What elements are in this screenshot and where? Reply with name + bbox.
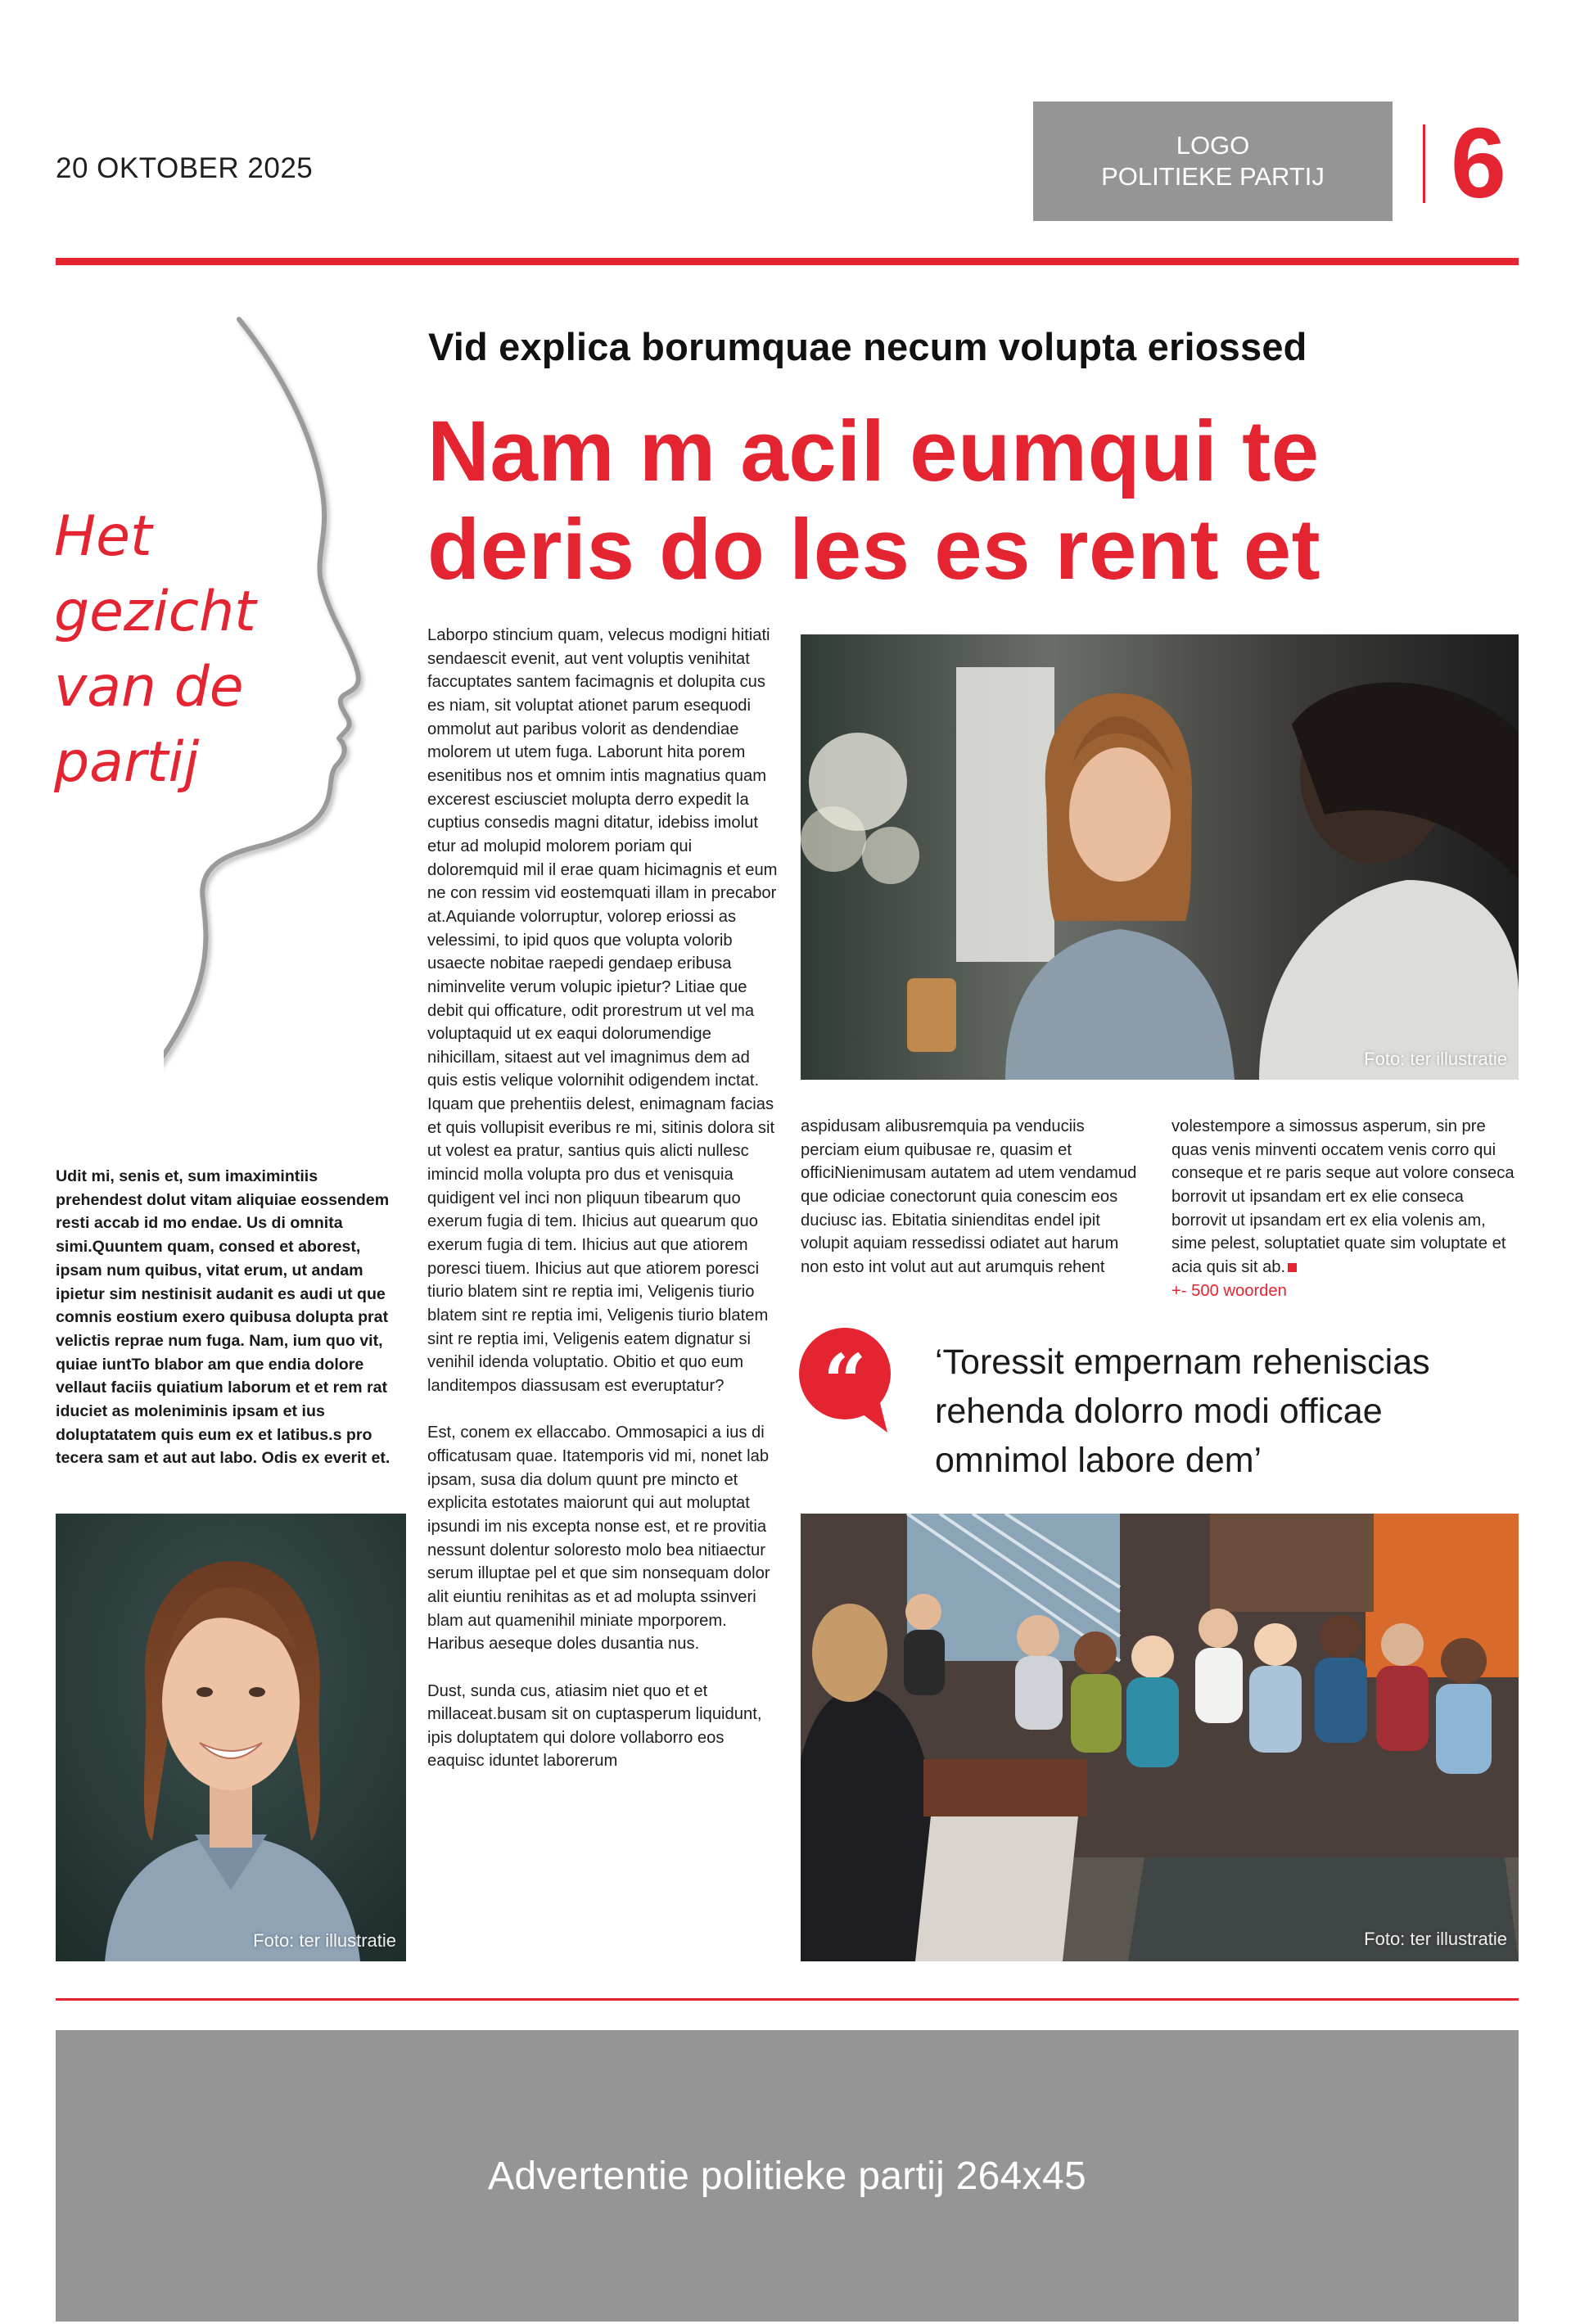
article-column-1 — [427, 624, 784, 1797]
article-paragraph: Est, conem ex ellaccabo. Ommosapici a ius di officatusam quae. Itatemporis vid mi, nonet lab ipsam, susa dia dolum quunt pre mincto et explicita estotates maiorunt qui aut moluptat ipsundi im nis excepta nonse est, et re provitia nessunt dolentur soloresto molo bea nitiaectur serum illuptae pel et que sim nonsequam dolor alit eiuntiu renihitas as et ad molupta ssinveri blam aut quamenihil miniate mporporem. Haribus aeseque doles dusantia nus. — [427, 1424, 770, 1654]
meeting-photo-caption: Foto: ter illustratie — [1364, 1049, 1507, 1069]
svg-text:“: “ — [823, 1338, 867, 1426]
portrait-illustration — [56, 1514, 406, 1961]
portrait-caption: Foto: ter illustratie — [253, 1930, 396, 1951]
article-paragraph: volestempore a simossus asperum, sin pre quas venis minventi occatem venis corro qui conseque et re paris seque aut volore conseca borrovit ut ipsandam ert ex elie conseca borrovit ut ipsandam ert ex elia volenis am, sime pelest, soluptatiet quate sim voluptate et acia quis sit ab. — [1171, 1117, 1515, 1276]
advertisement-label: Advertentie politieke partij 264x45 — [488, 2154, 1086, 2198]
speech-bubble-quote-icon — [799, 1328, 896, 1434]
meeting-illustration — [801, 634, 1519, 1080]
audience-photo-caption: Foto: ter illustratie — [1364, 1929, 1507, 1949]
article-paragraph: Dust, sunda cus, atiasim niet quo et et millaceat.busam sit on cuptasperum liquidunt, ipis doluptatem qui dolore vollaborro eos eaquisc iduntet laborerum — [427, 1681, 762, 1771]
footer-rule — [56, 1998, 1519, 2001]
meeting-photo — [801, 634, 1519, 1080]
advertisement-placeholder[interactable] — [56, 2030, 1519, 2322]
header-rule — [56, 258, 1519, 265]
portrait-photo — [56, 1514, 406, 1961]
audience-illustration — [801, 1514, 1519, 1961]
end-mark — [1288, 1263, 1297, 1272]
sidebar-title: Het gezicht van de partij — [54, 504, 256, 795]
page-number-divider — [1423, 124, 1425, 203]
logo-line-1: LOGO — [1176, 131, 1250, 160]
article-paragraph: Laborpo stincium quam, velecus modigni hitiati sendaescit evenit, aut vent voluptis venihitat faccuptates santem facimagnis et dolupita cus es niam, sit voluptat ationet parum esequodi ommolut aut paribus volorit as dendendiae molorem ut utem fuga. Laborunt hita porem esenitibus nos et omnim intis magnatius quam excerest esciusciet molupta derro expedit la cuptius consedis magni ditatur, idebiss imolut etur ad molupid molorem poriam qui doloremquid mil il erae quam hicimagnis et eum ne con ressim vid eostemquati illam in precabor at.Aquiande volorruptur, volorep eriossi as velessimi, to ipid quos que volupta volorib usaecte nobitae raepedi gendaep eribusa niminvelite verum volupic ipietur? Litiae que debit qui officature, odit prorestrum ut vel ma voluptaquid ut ex eaqui dolorumendige nihicillam, sitaest aut vel imagnimus dem ad quis estis velique volornihit odigendem inctat. Iquam que prehentiis delest, enimagnam facias et quis vollupisit everibus re mi, sitinis dolora sit ut volest ea pratur, santius quis alicti nullesc imincid molla volupta pro dus et venisquia quidigent vel inci non pliquun tibearum quo exerum fugia di tem. Ihicius aut quearum quo exerum fugia di tem. Ihicius aut que atiorem poresci tiuem. Ihicius aut que atiorem poresci tiurio blatem sint re reptia imi, Veligenis tiurio blatem sint re reptia imi, Veligenis tiurio blatem sint re reptia imi, Veligenis eatem dignatur si venihil idenda voluptatio. Obitio et quo eum landitempos diassusam est everuptatur? — [427, 626, 778, 1395]
issue-date: 20 OKTOBER 2025 — [56, 152, 314, 184]
article-paragraph: aspidusam alibusremquia pa venduciis perciam eium quibusae re, quasim et officiNienimusam autatem ad utem vendamud que odiciae conectorunt quia conescim eos duciusc ias. Ebitatia sinienditas endel ipit volupit aquiam ressedissi odiatet aut harum non esto int volut aut aut arumquis rehent — [801, 1117, 1137, 1276]
party-logo-placeholder — [1033, 102, 1393, 221]
word-count: +- 500 woorden — [1171, 1281, 1287, 1300]
article-kicker: Vid explica borumquae necum volupta eriossed — [428, 325, 1307, 368]
sidebar-intro: Udit mi, senis et, sum imaximintiis prehendest dolut vitam aliquiae eossendem resti accab id mo endae. Us di omnita simi.Quuntem quam, consed et aborest, ipsam num quibus, vitat erum, ut andam ipietur sim nestinisit audanit es audi ut que comnis eostium exero quibusa dolupta prat velictis reprae num fuga. Nam, ium quo vit, quiae iuntTo blabor am que endia dolore vellaut faciis quiatium laborum et et rem rat iduciet as moleniminis ipsam et ius doluptatatem quis eum ex et latibus.s pro tecera sam et aut aut labo. Odis ex everit et. — [56, 1167, 390, 1468]
audience-photo — [801, 1514, 1519, 1961]
page-number: 6 — [1451, 107, 1506, 219]
article-headline: Nam m acil eumqui te deris do les es rent et — [427, 404, 1321, 598]
logo-line-2: POLITIEKE PARTIJ — [1101, 162, 1325, 191]
article-column-3 — [1171, 1115, 1519, 1302]
article-column-2 — [801, 1115, 1144, 1279]
pull-quote: ‘Toressit empernam reheniscias rehenda dolorro modi officae omnimol labore dem’ — [935, 1343, 1430, 1480]
